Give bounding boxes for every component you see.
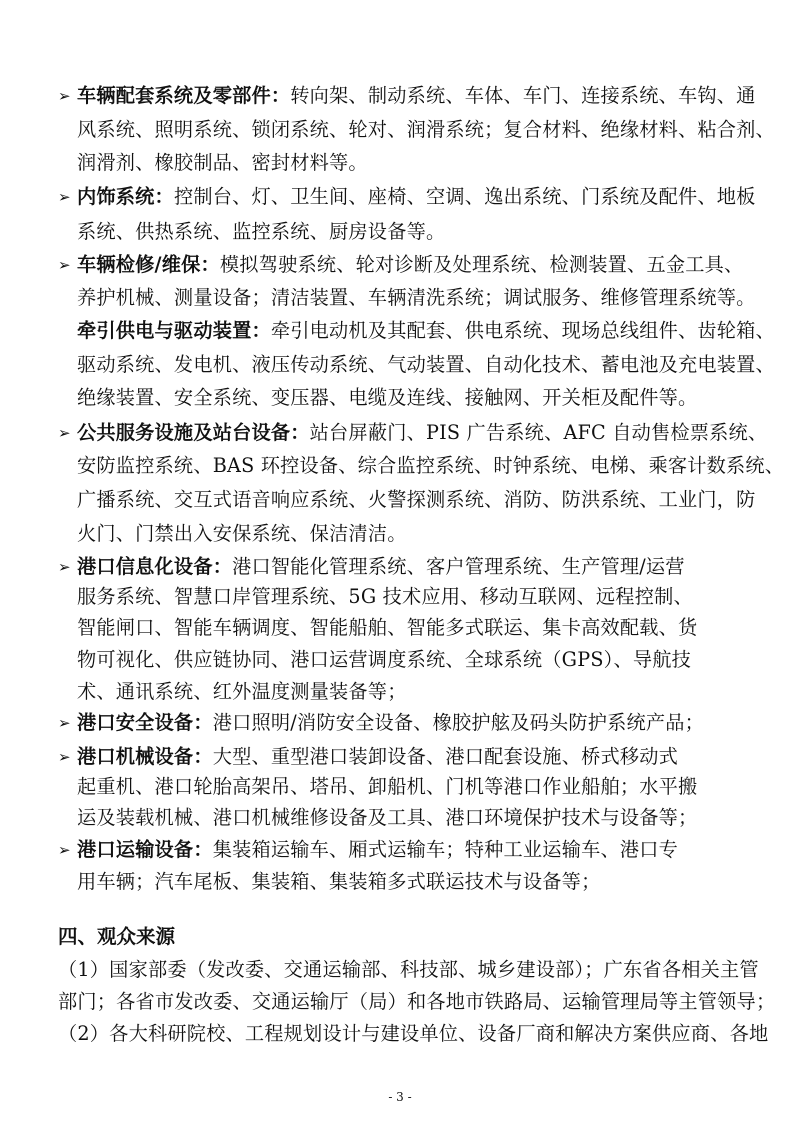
list-item-line (77, 838, 678, 862)
arrowhead-bullet-icon: ➢ (58, 424, 71, 442)
item-text: 牵引电动机及其配套、供电系统、现场总线组件、齿轮箱、 (270, 319, 775, 342)
item-text: 火门、门禁出入安保系统、保洁清洁。 (77, 522, 407, 545)
list-item-line (77, 220, 445, 244)
arrowhead-bullet-icon: ➢ (58, 748, 71, 766)
list-item-line (77, 711, 704, 735)
section-line: 部门；各省市发改委、交通运输厅（局）和各地市铁路局、运输管理局等主管领导； (58, 990, 776, 1013)
item-text: 物可视化、供应链协同、港口运营调度系统、全球系统（GPS）、导航技 (77, 648, 692, 671)
item-text: 站台屏蔽门、PIS 广告系统、AFC 自动售检票系统、 (309, 421, 768, 444)
list-item-line (77, 648, 691, 672)
list-item-line (77, 870, 600, 894)
item-text: 大型、重型港口装卸设备、港口配套设施、桥式移动式 (212, 745, 679, 768)
list-item-line (77, 84, 756, 108)
item-label: 内饰系统： (77, 185, 174, 208)
item-label: 港口信息化设备： (77, 555, 233, 578)
arrowhead-bullet-icon: ➢ (58, 87, 71, 105)
arrowhead-bullet-icon: ➢ (58, 841, 71, 859)
section-heading: 四、观众来源 (58, 925, 176, 948)
list-item-line (77, 775, 697, 799)
item-label: 车辆检修/维保： (77, 253, 220, 276)
list-item-line (77, 585, 693, 609)
arrowhead-bullet-icon: ➢ (58, 558, 71, 576)
item-text: 运及装载机械、港口机械维修设备及工具、港口环境保护技术与设备等； (77, 806, 698, 829)
list-item-line (77, 118, 775, 142)
list-item-line (77, 806, 697, 830)
item-text: 广播系统、交互式语音响应系统、火警探测系统、消防、防洪系统、工业门，防 (77, 488, 756, 511)
arrowhead-bullet-icon: ➢ (58, 188, 71, 206)
item-text: 港口照明/消防安全设备、橡胶护舷及码头防护系统产品； (212, 711, 705, 734)
list-item-line (77, 745, 678, 769)
list-item-line (77, 680, 407, 704)
list-item-line (77, 488, 756, 512)
section-line: （1）国家部委（发改委、交通运输部、科技部、城乡建设部）；广东省各相关主管 (58, 958, 759, 981)
item-text: 驱动系统、发电机、液压传动系统、气动装置、自动化技术、蓄电池及充电装置、 (77, 353, 775, 376)
item-text: 养护机械、测量设备；清洁装置、车辆清洗系统；调试服务、维修管理系统等。 (77, 286, 756, 309)
list-item-line (77, 286, 756, 310)
list-item-line (77, 421, 767, 445)
item-label: 车辆配套系统及零部件： (77, 84, 291, 107)
list-item-line (77, 616, 697, 640)
section-line: （2）各大科研院校、工程规划设计与建设单位、设备厂商和解决方案供应商、各地 (58, 1022, 769, 1045)
item-text: 起重机、港口轮胎高架吊、塔吊、卸船机、门机等港口作业船舶；水平搬 (77, 775, 698, 798)
list-item-line (77, 353, 775, 377)
item-text: 润滑剂、橡胶制品、密封材料等。 (77, 151, 368, 174)
list-item-line (77, 253, 743, 277)
item-text: 服务系统、智慧口岸管理系统、5G 技术应用、移动互联网、远程控制、 (77, 585, 693, 608)
arrowhead-bullet-icon: ➢ (58, 256, 71, 274)
item-text: 模拟驾驶系统、轮对诊断及处理系统、检测装置、五金工具、 (219, 253, 744, 276)
item-text: 智能闸口、智能车辆调度、智能船舶、智能多式联运、集卡高效配载、货 (77, 616, 698, 639)
item-text: 绝缘装置、安全系统、变压器、电缆及连线、接触网、开关柜及配件等。 (77, 386, 698, 409)
list-item-line (77, 522, 407, 546)
item-text: 控制台、灯、卫生间、座椅、空调、逸出系统、门系统及配件、地板 (173, 185, 756, 208)
item-label: 港口运输设备： (77, 838, 213, 861)
list-item-line (77, 454, 784, 478)
arrowhead-bullet-icon: ➢ (58, 714, 71, 732)
item-text: 系统、供热系统、监控系统、厨房设备等。 (77, 220, 446, 243)
list-item-line (77, 151, 368, 175)
item-label: 牵引供电与驱动装置： (77, 319, 271, 342)
item-text: 港口智能化管理系统、客户管理系统、生产管理/运营 (232, 555, 685, 578)
item-label: 港口安全设备： (77, 711, 213, 734)
item-text: 用车辆；汽车尾板、集装箱、集装箱多式联运技术与设备等； (77, 870, 601, 893)
item-text: 术、通讯系统、红外温度测量装备等； (77, 680, 407, 703)
page-number: - 3 - (388, 1090, 412, 1104)
item-label: 公共服务设施及站台设备： (77, 421, 310, 444)
list-item-line (77, 185, 756, 209)
list-item-line (77, 386, 697, 410)
list-item-line (77, 319, 775, 343)
item-text: 转向架、制动系统、车体、车门、连接系统、车钩、通 (290, 84, 756, 107)
item-label: 港口机械设备： (77, 745, 213, 768)
item-text: 安防监控系统、BAS 环控设备、综合监控系统、时钟系统、电梯、乘客计数系统、 (77, 454, 785, 477)
item-text: 集装箱运输车、厢式运输车；特种工业运输车、港口专 (212, 838, 679, 861)
item-text: 风系统、照明系统、锁闭系统、轮对、润滑系统；复合材料、绝缘材料、粘合剂、 (77, 118, 775, 141)
list-item-line (77, 555, 685, 579)
